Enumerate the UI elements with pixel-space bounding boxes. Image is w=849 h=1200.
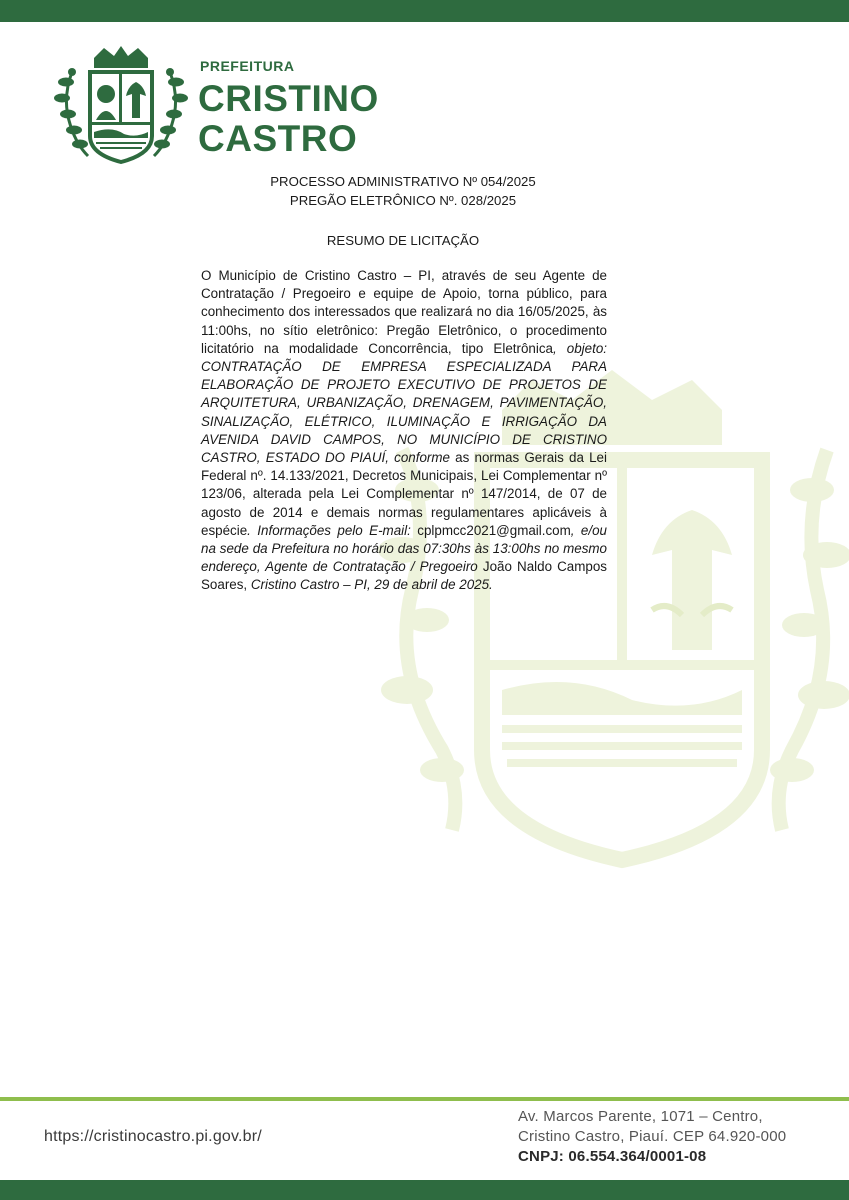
logo-name-line2: CASTRO — [198, 118, 358, 159]
body-part-italic: , e/ou na sede da Prefeitura no horário das 07:30hs às 13:00hs no mesmo endereço, Agente de Contratação / Pregoeiro — [201, 522, 607, 575]
footer-address-line2: Cristino Castro, Piauí. CEP 64.920-000 — [518, 1128, 787, 1145]
bottom-green-bar — [0, 1180, 849, 1200]
footer-divider — [0, 1097, 849, 1101]
body-part: as normas Gerais da Lei Federal nº. 14.133/2021, Decretos Municipais, Lei Complementar nº 123/06, alterada pela Lei Complementar nº 147/2014, de 07 de agosto de 2014 e demais normas regulamentares aplicáveis à espécie — [201, 450, 607, 538]
body-part-italic: . Informações pelo E-mail: — [247, 522, 418, 538]
body-part: O Município de Cristino Castro – PI, através de seu Agente de Contratação / Pregoeiro e equipe de Apoio, torna público, para conhecimento dos interessados que realizará no dia 16/05/2025, às 11:00hs, no sítio eletrônico: Pregão Eletrônico, o procedimento licitatório na modalidade Concorrência, tipo Eletrônica — [201, 268, 607, 356]
footer-address-line1: Av. Marcos Parente, 1071 – Centro, — [518, 1108, 763, 1125]
logo-name-line1: CRISTINO — [198, 78, 379, 119]
email-address: cplpmcc2021@gmail.com — [417, 522, 571, 538]
body-paragraph — [201, 267, 607, 595]
footer-cnpj: CNPJ: 06.554.364/0001-08 — [518, 1148, 707, 1165]
footer-url: https://cristinocastro.pi.gov.br/ — [44, 1128, 262, 1145]
crest-logo-icon — [52, 44, 190, 164]
pregao-number: PREGÃO ELETRÔNICO Nº. 028/2025 — [289, 193, 517, 208]
logo-kicker: PREFEITURA — [200, 58, 295, 74]
process-number: PROCESSO ADMINISTRATIVO Nº 054/2025 — [270, 174, 536, 189]
pregoeiro-name: João Naldo Campos Soares, — [201, 559, 608, 593]
top-green-bar — [0, 0, 849, 22]
place-date: Cristino Castro – PI, 29 de abril de 2025. — [250, 577, 493, 593]
body-part-italic: , objeto: CONTRATAÇÃO DE EMPRESA ESPECIALIZADA PARA ELABORAÇÃO DE PROJETO EXECUTIVO DE PROJETOS DE ARQUITETURA, URBANIZAÇÃO, DRENAGEM, PAVIMENTAÇÃO, SINALIZAÇÃO, ELÉTRICO, ILUMINAÇÃO E IRRIGAÇÃO DA AVENIDA DAVID CAMPOS, NO MUNICÍPIO DE CRISTINO CASTRO, ESTADO DO PIAUÍ, conforme — [201, 340, 607, 466]
section-title: RESUMO DE LICITAÇÃO — [326, 233, 480, 248]
